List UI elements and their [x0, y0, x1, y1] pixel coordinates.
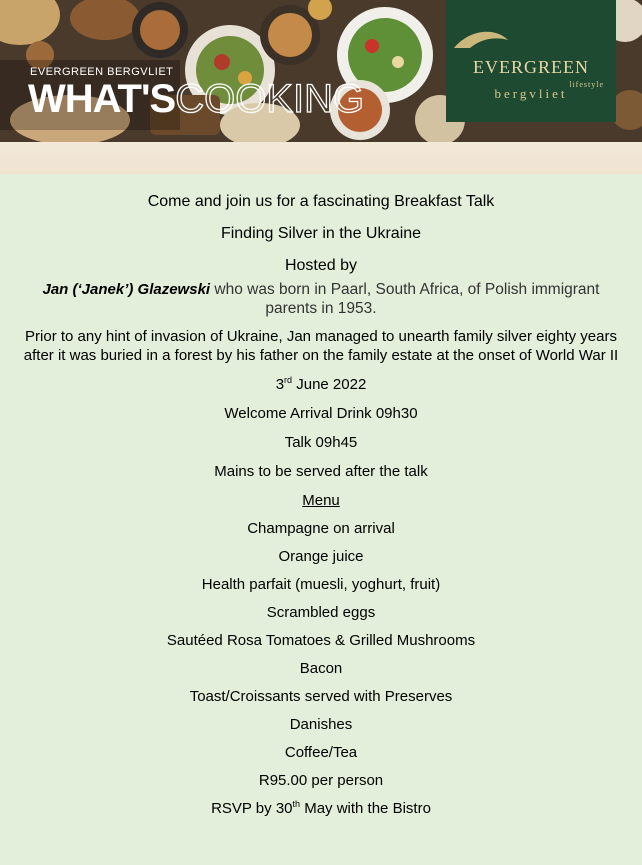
menu-list — [0, 519, 642, 762]
menu-item: Champagne on arrival — [247, 520, 395, 537]
banner-title-thin: COOKING — [175, 77, 365, 121]
intro-text: Come and join us for a fascinating Breakfast Talk — [147, 193, 495, 210]
brand-location: bergvliet — [494, 86, 568, 101]
price: R95.00 per person — [258, 772, 384, 789]
host-bio: who was born in Paarl, South Africa, of Polish immigrant parents in 1953. — [210, 281, 600, 317]
header-banner — [0, 0, 642, 142]
rsvp-suffix: th — [292, 799, 301, 809]
host-name: Jan (‘Janek’) Glazewski — [42, 281, 211, 298]
menu-title: Menu — [302, 492, 340, 509]
menu-item: Coffee/Tea — [284, 744, 358, 761]
banner-title — [28, 79, 364, 119]
evergreen-logo — [446, 0, 616, 122]
menu-item: Health parfait (muesli, yoghurt, fruit) — [201, 576, 441, 593]
menu-item: Sautéed Rosa Tomatoes & Grilled Mushrooms — [166, 632, 476, 649]
menu-item: Toast/Croissants served with Preserves — [189, 688, 453, 705]
menu-item: Bacon — [299, 660, 343, 677]
invitation-body — [0, 174, 642, 818]
date-rest: June 2022 — [292, 376, 367, 393]
banner-title-bold: WHAT'S — [28, 77, 176, 121]
description: Prior to any hint of invasion of Ukraine, Jan managed to unearth family silver eighty years after it was buried in a forest by his father on the family estate at the onset of World War II — [23, 328, 619, 364]
brand-name: EVERGREEN — [473, 57, 589, 77]
mains-note: Mains to be served after the talk — [214, 463, 428, 480]
cream-strip — [0, 142, 642, 174]
banner-kicker: EVERGREEN BERGVLIET — [30, 66, 174, 78]
brand-sub: lifestyle — [569, 80, 604, 89]
rsvp-prefix: RSVP by 30 — [211, 800, 293, 817]
arrival-drink: Welcome Arrival Drink 09h30 — [224, 405, 418, 422]
menu-item: Orange juice — [278, 548, 364, 565]
menu-item: Danishes — [289, 716, 353, 733]
rsvp — [0, 799, 642, 818]
menu-item: Scrambled eggs — [266, 604, 376, 621]
host-paragraph — [31, 280, 611, 318]
rsvp-rest: May with the Bistro — [300, 800, 431, 817]
talk-title: Finding Silver in the Ukraine — [220, 225, 422, 242]
date-day: 3 — [275, 376, 285, 393]
event-date — [0, 375, 642, 394]
talk-time: Talk 09h45 — [284, 434, 358, 451]
date-suffix: rd — [284, 375, 293, 385]
hosted-by: Hosted by — [284, 257, 358, 274]
